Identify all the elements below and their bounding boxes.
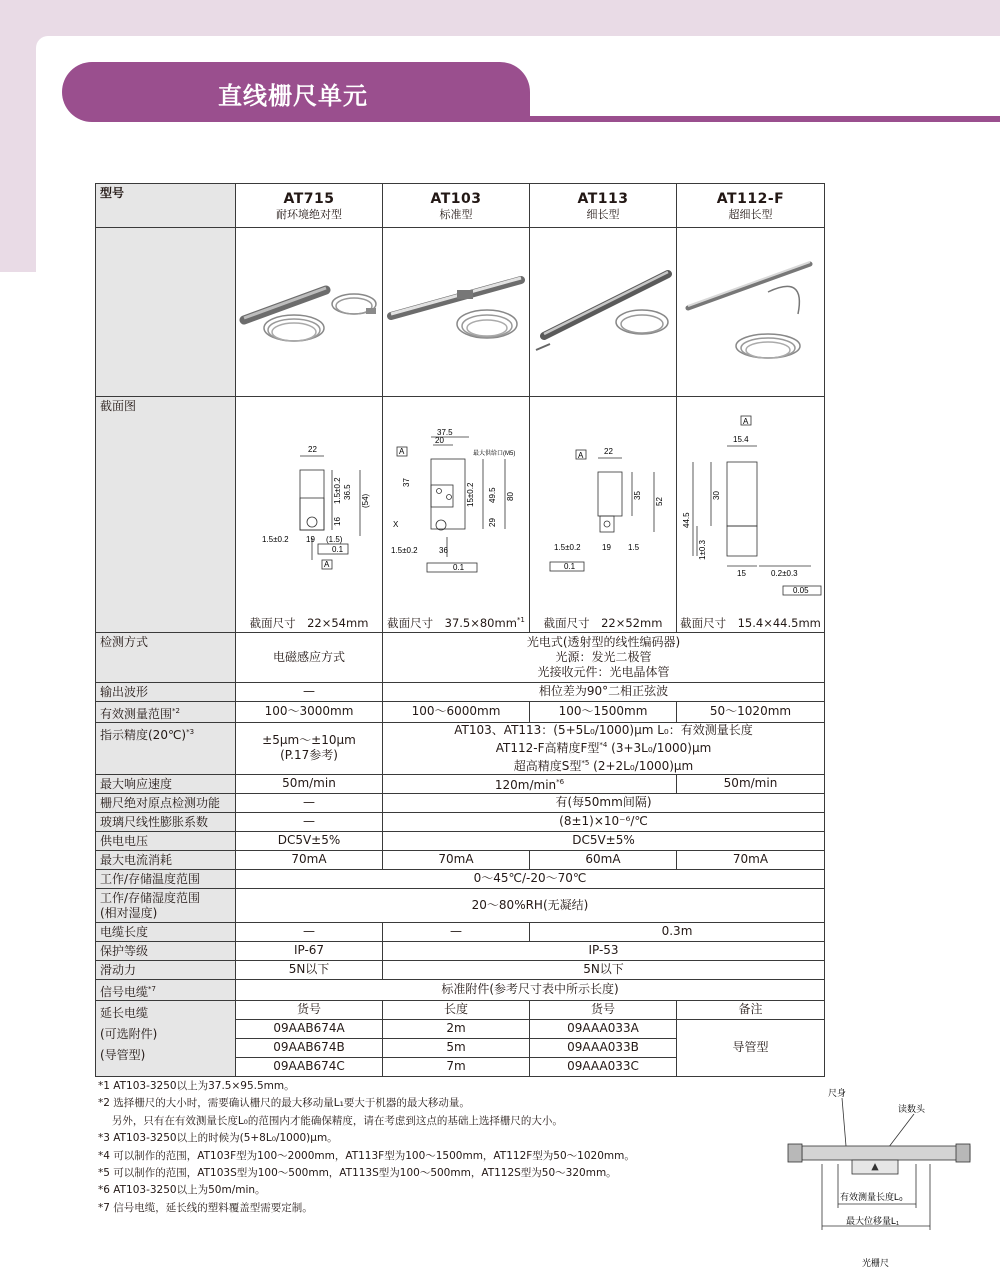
cross-section-at715 xyxy=(236,397,383,633)
dim-at103-6: 80 xyxy=(506,492,515,501)
range-at715: 100～3000mm xyxy=(236,701,383,722)
scale-photo-icon xyxy=(244,288,376,341)
cable-at715: — xyxy=(236,922,383,941)
origin-other: 有(每50mm间隔) xyxy=(383,793,825,812)
model-label: 型号 xyxy=(96,184,236,228)
wave-label: 输出波形 xyxy=(96,682,236,701)
scale-photo-icon xyxy=(391,278,521,338)
dim-at103-10: 36 xyxy=(439,546,448,555)
dim-at103-3: 37 xyxy=(402,478,411,487)
scale-photo-icon xyxy=(536,272,668,350)
cross-section-caption: 截面尺寸 22×54mm xyxy=(249,615,369,630)
scale-body-label: 尺身 xyxy=(828,1088,847,1098)
speed-label: 最大响应速度 xyxy=(96,774,236,793)
cross-section-caption: 截面尺寸 15.4×44.5mm xyxy=(680,615,821,630)
current-label: 最大电流消耗 xyxy=(96,850,236,869)
signal-label: 信号电缆$^{*7}$ xyxy=(96,979,236,1000)
ext-row-0-c: 09AAA033A xyxy=(530,1019,677,1038)
left-tint-band xyxy=(0,0,36,272)
left-white-band xyxy=(0,272,36,1282)
cross-section-at113 xyxy=(530,397,677,633)
wave-other: 相位差为90°二相正弦波 xyxy=(383,682,825,701)
ext-row-2-b: 7m xyxy=(383,1057,530,1076)
dim-at103-8: X xyxy=(393,520,399,529)
dim-at103-7: 29 xyxy=(488,518,497,527)
dim-at112f-6: 0.05 xyxy=(793,585,809,595)
range-at103: 100～6000mm xyxy=(383,701,530,722)
dim-at113-6: 0.1 xyxy=(564,561,576,571)
model-at715: AT715 耐环境绝对型 xyxy=(236,184,383,228)
dim-at112f-4: 15 xyxy=(737,568,746,578)
humidity-label: 工作/存储湿度范围 (相对湿度) xyxy=(96,888,236,922)
ext-row-2-c: 09AAA033C xyxy=(530,1057,677,1076)
ext-row-1-b: 5m xyxy=(383,1038,530,1057)
diagram-caption: 光栅尺 xyxy=(862,1258,890,1268)
dim-at113-0: 22 xyxy=(604,446,613,456)
ext-cable-label: 延长电缆 (可选附件) (导管型) xyxy=(96,1000,236,1076)
dim-at112f-0: 15.4 xyxy=(733,434,749,444)
current-at112f: 70mA xyxy=(677,850,825,869)
dim-at112f-7: A xyxy=(743,416,749,426)
dim-at715-5: 19 xyxy=(306,534,315,544)
at112f-drawing xyxy=(693,416,821,595)
at715-drawing xyxy=(300,456,360,569)
range-label: 有效测量范围$^{*2}$ xyxy=(96,701,236,722)
power-at715: DC5V±5% xyxy=(236,831,383,850)
dim-at715-9: A xyxy=(324,559,330,569)
photo-at715 xyxy=(236,228,383,397)
dim-at112f-3: 1±0.3 xyxy=(698,539,707,560)
cable-at103: — xyxy=(383,922,530,941)
photo-at112f xyxy=(677,228,825,397)
dim-at715-4: 16 xyxy=(333,516,342,526)
max-travel-label: 最大位移量L₁ xyxy=(846,1216,900,1226)
dim-at715-3: (54) xyxy=(361,493,370,508)
dim-at112f-1: 30 xyxy=(712,490,721,500)
dim-at103-2: 最大供给口(M5) xyxy=(473,451,516,457)
dim-at103-0: 37.5 xyxy=(437,428,453,437)
footnotes xyxy=(98,1078,678,1217)
footnote: *7 信号电缆，延长线的塑料覆盖型需要定制。 xyxy=(98,1201,313,1214)
cross-section-at103 xyxy=(383,397,530,633)
origin-label: 栅尺绝对原点检测功能 xyxy=(96,793,236,812)
effective-length-label: 有效测量长度L₀ xyxy=(840,1192,903,1202)
temp-label: 工作/存储温度范围 xyxy=(96,869,236,888)
dim-at715-7: 1.5±0.2 xyxy=(262,534,289,544)
footnote: 另外，只有在有效测量长度L₀的范围内才能确保精度，请在考虑到这点的基础上选择栅尺的大小。 xyxy=(98,1114,563,1127)
photo-at113 xyxy=(530,228,677,397)
slide-label: 滑动力 xyxy=(96,960,236,979)
ext-row-1-a: 09AAB674B xyxy=(236,1038,383,1057)
cross-section-caption: 截面尺寸 22×52mm xyxy=(543,615,663,630)
ip-other: IP-53 xyxy=(383,941,825,960)
dim-at715-6: (1.5) xyxy=(326,534,343,544)
photo-label-cell xyxy=(96,228,236,397)
spec-table xyxy=(95,183,825,1077)
accuracy-at715: ±5μm～±10μm (P.17参考) xyxy=(236,722,383,774)
footnote: *4 可以制作的范围，AT103F型为100～2000mm，AT113F型为100～1500mm，AT112F型为50～1020mm。 xyxy=(98,1149,635,1162)
dim-at103-9: 1.5±0.2 xyxy=(391,546,418,555)
cross-section-caption: 截面尺寸 $37.5\times 80mm^{*1}$ xyxy=(387,615,525,630)
model-at112f: AT112-F 超细长型 xyxy=(677,184,825,228)
ext-row-2-a: 09AAB674C xyxy=(236,1057,383,1076)
footnote: *1 AT103-3250以上为37.5×95.5mm。 xyxy=(98,1080,295,1092)
temp-value: 0～45℃/-20～70℃ xyxy=(236,869,825,888)
cable-label: 电缆长度 xyxy=(96,922,236,941)
footnote: *6 AT103-3250以上为50m/min。 xyxy=(98,1184,266,1197)
dim-at113-1: 35 xyxy=(633,490,642,500)
dim-at715-0: 22 xyxy=(308,444,317,454)
footnote: *2 选择栅尺的大小时，需要确认栅尺的最大移动量L₁要大于机器的最大移动量。 xyxy=(98,1097,470,1110)
dim-at113-2: 52 xyxy=(655,496,664,506)
slide-other: 5N以下 xyxy=(383,960,825,979)
ext-row-0-b: 2m xyxy=(383,1019,530,1038)
dim-at103-4: 15±0.2 xyxy=(466,482,475,507)
model-at103: AT103 标准型 xyxy=(383,184,530,228)
ext-head-0: 货号 xyxy=(236,1000,383,1019)
dim-at103-5: 49.5 xyxy=(488,487,497,503)
scale-diagram xyxy=(780,1084,980,1274)
dim-at103-1: 20 xyxy=(435,436,444,445)
expand-other: (8±1)×10⁻⁶/℃ xyxy=(383,812,825,831)
origin-at715: — xyxy=(236,793,383,812)
cross-section-label: 截面图 xyxy=(96,397,236,633)
ext-head-3: 备注 xyxy=(677,1000,825,1019)
accuracy-label: 指示精度(20℃)$^{*3}$ xyxy=(96,722,236,774)
footnote: *5 可以制作的范围，AT103S型为100～500mm，AT113S型为100～500mm，AT112S型为50～320mm。 xyxy=(98,1167,617,1180)
signal-value: 标准附件(参考尺寸表中所示长度) xyxy=(236,979,825,1000)
detect-label: 检测方式 xyxy=(96,632,236,682)
ext-head-2: 货号 xyxy=(530,1000,677,1019)
page-title: 直线栅尺单元 xyxy=(218,82,368,110)
speed-at715: 50m/min xyxy=(236,774,383,793)
power-other: DC5V±5% xyxy=(383,831,825,850)
wave-at715: — xyxy=(236,682,383,701)
ip-label: 保护等级 xyxy=(96,941,236,960)
detect-optical: 光电式(透射型的线性编码器) 光源：发光二极管 光接收元件：光电晶体管 xyxy=(383,632,825,682)
at113-drawing xyxy=(550,450,654,571)
dim-at103-12: A xyxy=(399,447,405,456)
humidity-value: 20～80%RH(无凝结) xyxy=(236,888,825,922)
footnote: *3 AT103-3250以上的时候为(5+8L₀/1000)μm。 xyxy=(98,1132,338,1145)
photo-at103 xyxy=(383,228,530,397)
expand-label: 玻璃尺线性膨胀系数 xyxy=(96,812,236,831)
detect-at715: 电磁感应方式 xyxy=(236,632,383,682)
ext-head-1: 长度 xyxy=(383,1000,530,1019)
current-at113: 60mA xyxy=(530,850,677,869)
dim-at715-8: 0.1 xyxy=(332,544,344,554)
dim-at715-2: 36.5 xyxy=(343,484,352,500)
ext-row-1-c: 09AAA033B xyxy=(530,1038,677,1057)
title-rule xyxy=(500,116,1000,122)
current-at715: 70mA xyxy=(236,850,383,869)
dim-at113-4: 19 xyxy=(602,542,611,552)
dim-at112f-2: 44.5 xyxy=(682,512,691,528)
model-at113: AT113 细长型 xyxy=(530,184,677,228)
range-at112f: 50～1020mm xyxy=(677,701,825,722)
ip-at715: IP-67 xyxy=(236,941,383,960)
read-head-label: 读数头 xyxy=(898,1104,926,1114)
ext-note: 导管型 xyxy=(677,1019,825,1076)
expand-at715: — xyxy=(236,812,383,831)
speed-mid: $120m/\min^{*6}$ xyxy=(383,774,677,793)
speed-at112f: 50m/min xyxy=(677,774,825,793)
dim-at103-11: 0.1 xyxy=(453,563,465,572)
cross-section-at112f xyxy=(677,397,825,633)
dim-at113-3: 1.5±0.2 xyxy=(554,542,581,552)
cable-other: 0.3m xyxy=(530,922,825,941)
ext-row-0-a: 09AAB674A xyxy=(236,1019,383,1038)
accuracy-other: AT103、AT113：(5+5L₀/1000)μm L₀：有效测量长度 AT112-F高精度F型$^{*4}$ (3+3L₀/1000)μm 超高精度S型$^{*5}$ (2+2L₀/1000)μm xyxy=(383,722,825,774)
range-at113: 100～1500mm xyxy=(530,701,677,722)
dim-at715-1: 1.5±0.2 xyxy=(333,477,342,504)
slide-at715: 5N以下 xyxy=(236,960,383,979)
power-label: 供电电压 xyxy=(96,831,236,850)
dim-at113-7: A xyxy=(578,450,584,460)
dim-at112f-5: 0.2±0.3 xyxy=(771,568,798,578)
dim-at113-5: 1.5 xyxy=(628,542,640,552)
current-at103: 70mA xyxy=(383,850,530,869)
scale-photo-icon xyxy=(688,262,810,358)
